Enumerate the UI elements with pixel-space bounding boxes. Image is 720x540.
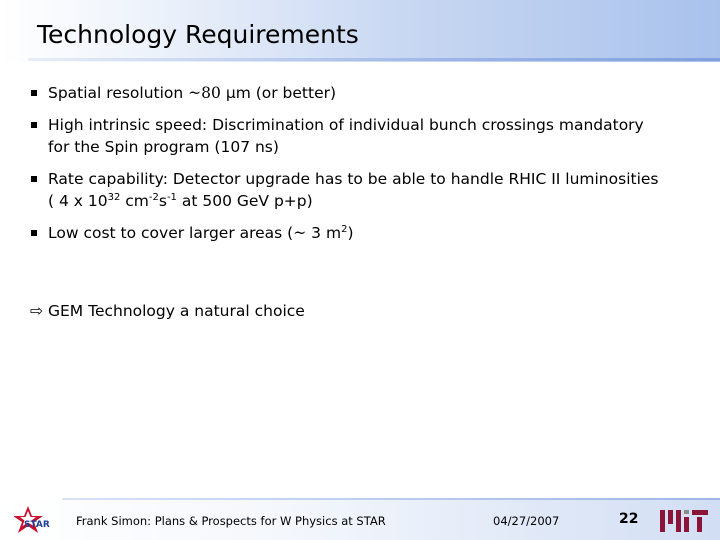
bullet-marker-icon — [31, 122, 37, 128]
bullet-list — [30, 82, 710, 254]
bullet-item-rate: Rate capability: Detector upgrade has to be able to handle RHIC II luminosities ( 4 x $10^{32}$ $cm^{-2}s^{-1}$ at 500 GeV p+p) — [30, 168, 710, 212]
bullet-item-speed: High intrinsic speed: Discrimination of individual bunch crossings mandatory for the Spin program (107 ns) — [30, 114, 710, 158]
title-divider — [28, 58, 720, 61]
footer-talk-title: Frank Simon: Plans & Prospects for W Physics at STAR — [76, 514, 386, 528]
conclusion-text: GEM Technology a natural choice — [48, 302, 305, 320]
luminosity-formula: ( 4 x $10^{32}$ $cm^{-2}s^{-1}$ at 500 GeV p+p) — [48, 192, 313, 210]
conclusion-line — [30, 300, 305, 322]
arrow-right-icon: ⇨ — [30, 302, 43, 320]
bullet-marker-icon — [31, 176, 37, 182]
page-number: 22 — [619, 511, 639, 527]
footer-date: 04/27/2007 — [493, 514, 560, 528]
footer-divider — [62, 498, 720, 500]
star-logo-text: STAR — [24, 520, 50, 530]
mit-logo-icon — [660, 508, 710, 534]
bullet-item-cost: Low cost to cover larger areas (~ 3 $m^2$) — [30, 222, 710, 244]
slide-title: Technology Requirements — [37, 20, 359, 49]
bullet-marker-icon — [31, 90, 37, 96]
bullet-item-resolution: Spatial resolution ~80 µm (or better) — [30, 82, 710, 104]
bullet-marker-icon — [31, 230, 37, 236]
star-logo-icon — [14, 505, 58, 537]
